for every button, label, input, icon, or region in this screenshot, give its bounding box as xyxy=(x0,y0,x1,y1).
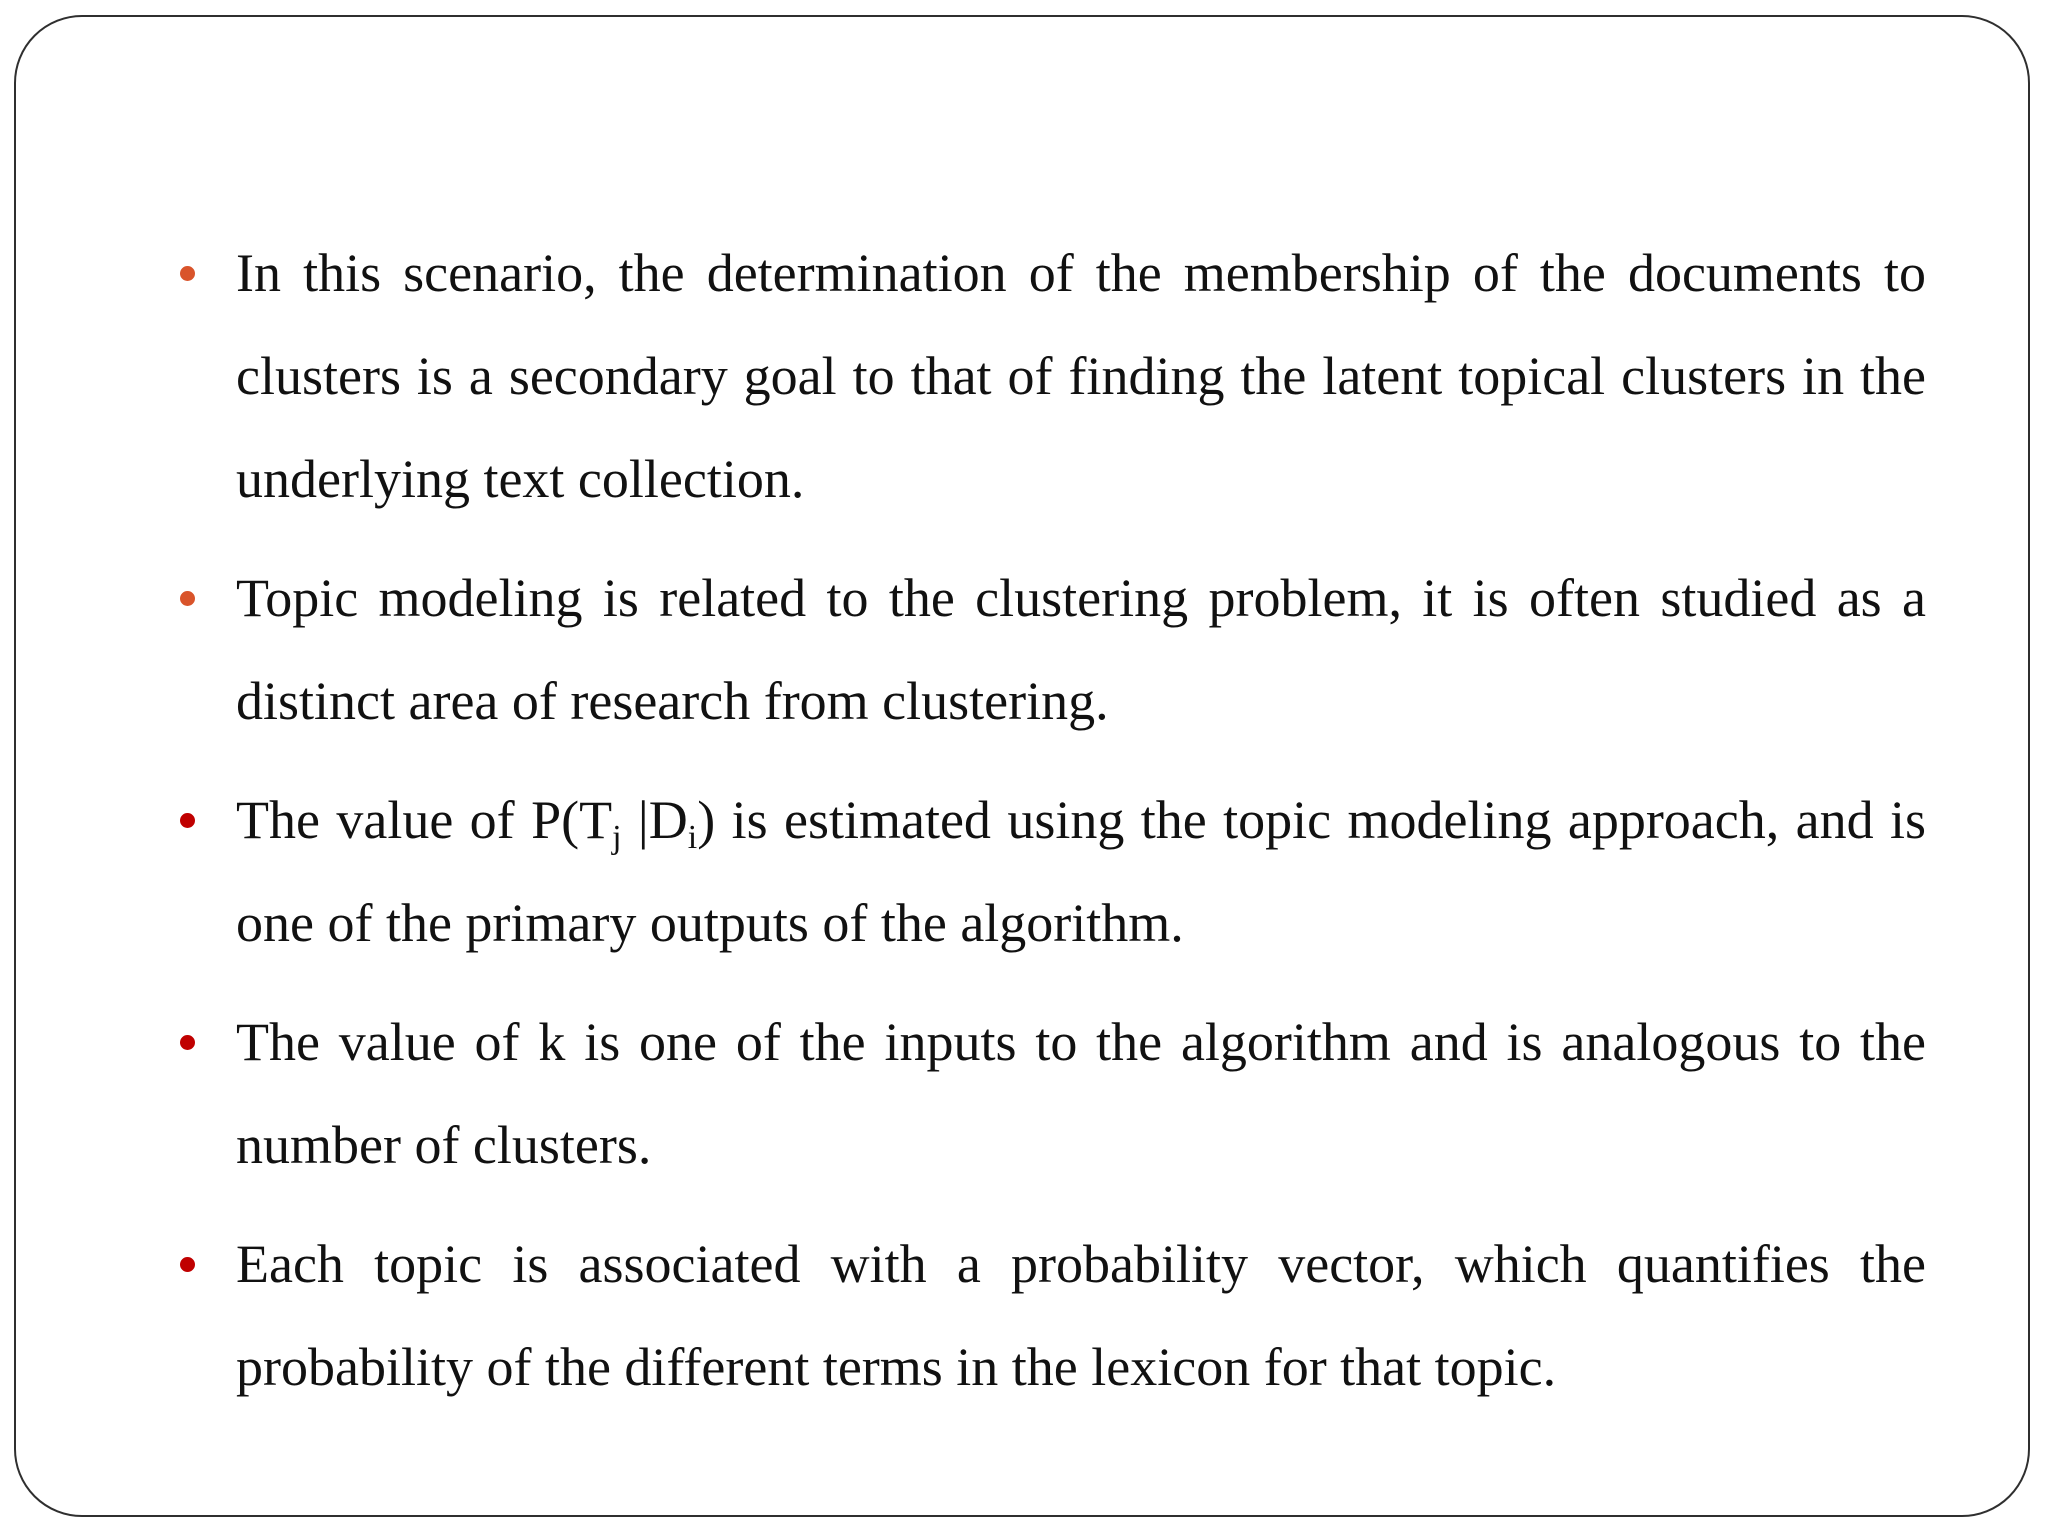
bullet-item-1 xyxy=(236,222,1926,531)
bullet-dot-icon xyxy=(180,591,195,606)
bullet-text-part: The value of P(T xyxy=(236,790,613,850)
bullet-text xyxy=(236,790,1926,953)
bullet-list xyxy=(236,222,1926,1435)
bullet-dot-icon xyxy=(180,813,195,828)
bullet-dot-icon xyxy=(180,266,195,281)
subscript-i: i xyxy=(687,819,698,856)
bullet-dot-icon xyxy=(180,1035,195,1050)
slide-frame xyxy=(14,15,2030,1517)
bullet-text: Each topic is associated with a probability vector, which quantifies the probability of the different terms in the lexicon for that topic. xyxy=(236,1234,1926,1397)
bullet-item-5 xyxy=(236,1213,1926,1419)
bullet-text: Topic modeling is related to the clustering problem, it is often studied as a distinct area of research from clustering. xyxy=(236,568,1926,731)
bullet-item-4 xyxy=(236,991,1926,1197)
bullet-dot-icon xyxy=(180,1257,195,1272)
bullet-text-part: ) is estimated using the topic modeling approach, and is one of the primary outputs of the algorithm. xyxy=(236,790,1927,953)
bullet-text: In this scenario, the determination of the membership of the documents to clusters is a secondary goal to that of finding the latent topical clusters in the underlying text collection. xyxy=(236,243,1926,509)
bullet-text-part: |D xyxy=(621,790,688,850)
bullet-text: The value of k is one of the inputs to the algorithm and is analogous to the number of clusters. xyxy=(236,1012,1926,1175)
bullet-item-3 xyxy=(236,769,1926,975)
subscript-j: j xyxy=(612,819,622,856)
bullet-item-2 xyxy=(236,547,1926,753)
